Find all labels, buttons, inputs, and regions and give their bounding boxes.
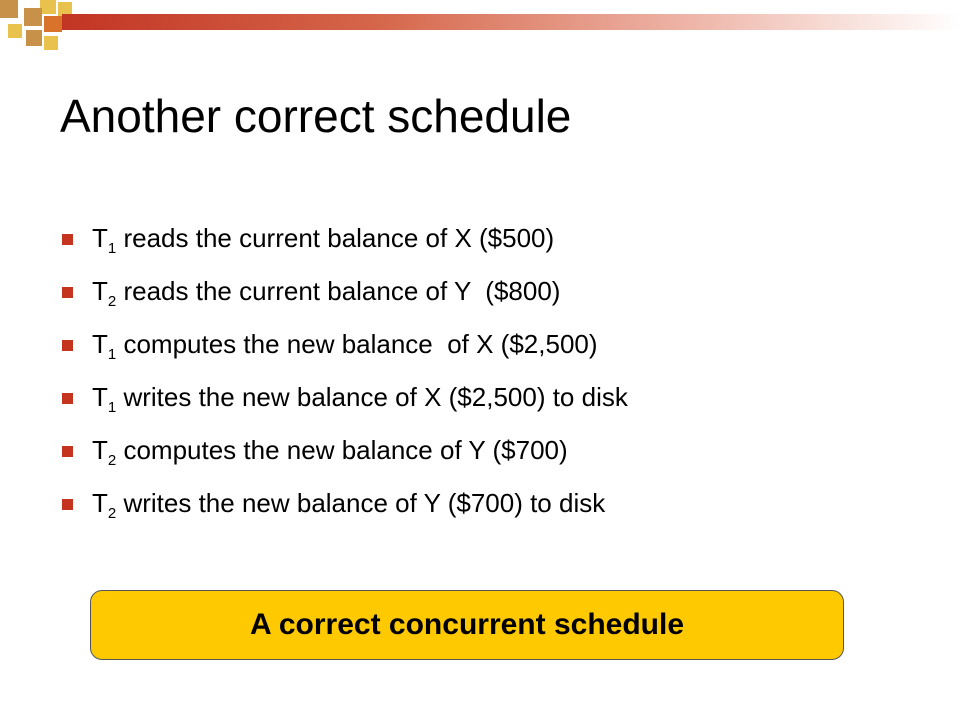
square-bullet-icon — [62, 340, 73, 351]
bullet-prefix: T — [92, 329, 108, 359]
bullet-subscript: 2 — [107, 505, 117, 522]
bullet-text: reads the current balance of Y ($800) — [116, 276, 561, 306]
bullet-item — [62, 271, 628, 324]
square-bullet-icon — [62, 234, 73, 245]
bullet-text: writes the new balance of X ($2,500) to disk — [116, 382, 628, 412]
callout-box — [90, 590, 844, 660]
deco-square — [24, 8, 42, 26]
bullet-subscript: 1 — [107, 346, 117, 363]
bullet-item — [62, 324, 628, 377]
bullet-text: reads the current balance of X ($500) — [116, 223, 555, 253]
bullet-subscript: 1 — [107, 399, 117, 416]
bullet-item — [62, 218, 628, 271]
deco-square — [44, 36, 58, 50]
bullet-item — [62, 483, 628, 536]
bullet-subscript: 1 — [107, 240, 117, 257]
bullet-prefix: T — [92, 223, 108, 253]
header-gradient-bar — [62, 14, 960, 30]
square-bullet-icon — [62, 393, 73, 404]
bullet-subscript: 2 — [107, 293, 117, 310]
bullet-text: computes the new balance of Y ($700) — [116, 435, 568, 465]
bullet-item — [62, 430, 628, 483]
callout-text: A correct concurrent schedule — [249, 608, 685, 641]
bullet-prefix: T — [92, 488, 108, 518]
square-bullet-icon — [62, 499, 73, 510]
deco-square — [44, 16, 62, 32]
bullet-list — [62, 218, 628, 536]
decorative-squares — [0, 0, 80, 60]
deco-square — [40, 0, 56, 14]
bullet-text: writes the new balance of Y ($700) to disk — [116, 488, 606, 518]
deco-square — [8, 24, 22, 38]
deco-square — [0, 0, 18, 18]
square-bullet-icon — [62, 287, 73, 298]
bullet-subscript: 2 — [107, 452, 117, 469]
deco-square — [26, 30, 42, 46]
bullet-prefix: T — [92, 382, 108, 412]
bullet-item — [62, 377, 628, 430]
square-bullet-icon — [62, 446, 73, 457]
bullet-prefix: T — [92, 435, 108, 465]
bullet-text: computes the new balance of X ($2,500) — [116, 329, 598, 359]
slide-title: Another correct schedule — [60, 90, 572, 142]
bullet-prefix: T — [92, 276, 108, 306]
